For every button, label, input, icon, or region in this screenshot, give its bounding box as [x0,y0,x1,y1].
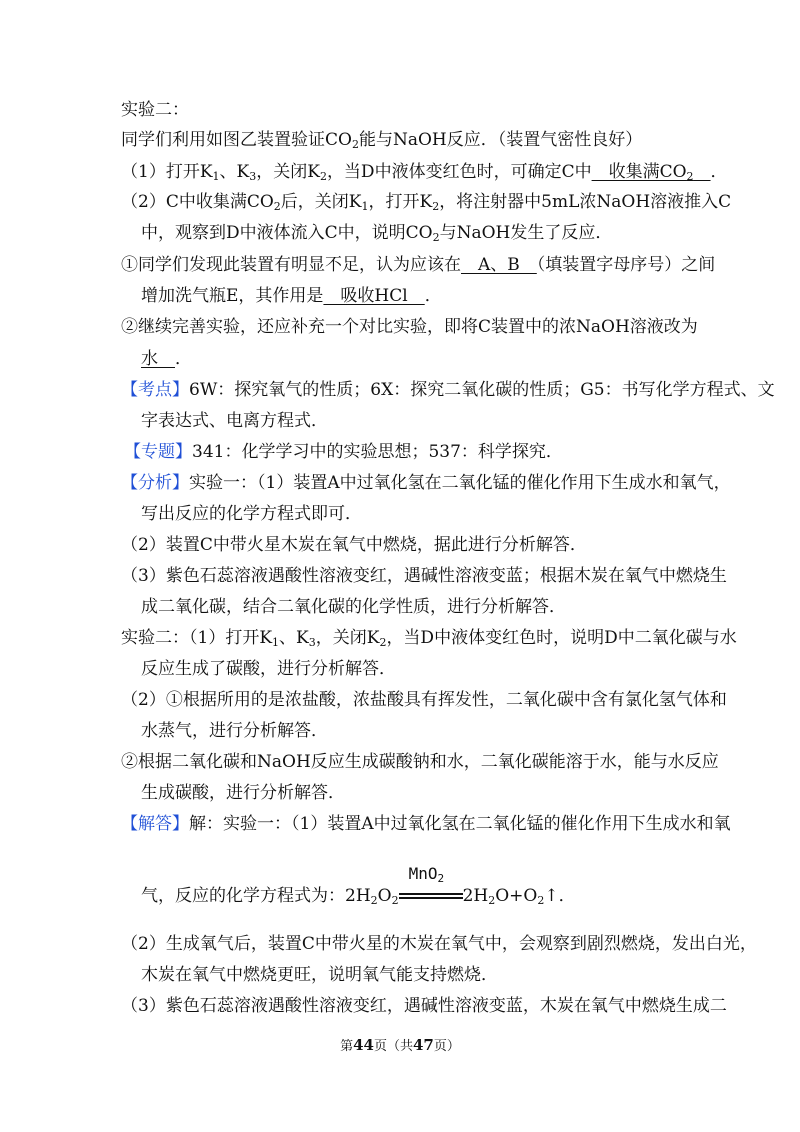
text-line: （2）①根据所用的是浓盐酸，浓盐酸具有挥发性，二氧化碳中含有氯化氢气体和 [121,690,727,710]
text-line: （2）装置C中带火星木炭在氧气中燃烧，据此进行分析解答． [121,535,587,555]
text-line: 木炭在氧气中燃烧更旺，说明氧气能支持燃烧． [141,965,498,985]
chemical-equation-line: 气，反应的化学方程式为：$2H_2O_2$ MnO$_2$ $2H_2O+O_2↑$． [141,864,576,907]
question-1: （1）打开$K_1$、$K_3$，关闭$K_2$，当D中液体变红色时，可确定C中 收集满$CO_2$ ． [121,162,728,183]
zhuanti-section: 【专题】341：化学学习中的实验思想；537：科学探究． [124,442,563,462]
fenxi-section: 【分析】实验一：（1）装置A中过氧化氢在二氧化锰的催化作用下生成水和氧气， [121,473,731,493]
answer-blank: 水 [141,349,175,369]
text-line: 同学们利用如图乙装置验证$CO_2$能与NaOH反应．（装置气密性良好） [121,130,643,151]
page-footer: 第44页（共47页） [340,1036,460,1054]
text-line: ②根据二氧化碳和NaOH反应生成碳酸钠和水，二氧化碳能溶于水，能与水反应 [121,752,719,772]
text-line: 中，观察到D中液体流入C中，说明$CO_2$与NaOH发生了反应． [141,223,613,244]
answer-blank: A、B [461,255,537,275]
page-total: 47 [413,1036,434,1054]
text-line: 字表达式、电离方程式． [141,411,328,431]
text-line: 成二氧化碳，结合二氧化碳的化学性质，进行分析解答． [141,597,566,617]
text-line: 写出反应的化学方程式即可． [141,504,362,524]
zhuanti-label: 【专题】 [124,442,192,462]
kaodian-label: 【考点】 [121,380,189,400]
answer-blank: 吸收HCl [323,286,425,306]
catalyst-label: MnO$_2$ [408,864,445,885]
jieda-section: 【解答】解：实验一：（1）装置A中过氧化氢在二氧化锰的催化作用下生成水和氧 [121,814,731,834]
reaction-arrow [399,864,463,906]
text-line: 反应生成了碳酸，进行分析解答． [141,659,396,679]
text-line: 实验二：（1）打开$K_1$、$K_3$，关闭$K_2$，当D中液体变红色时，说明D中二氧化碳与水 [121,628,737,649]
text-line: ②继续完善实验，还应补充一个对比实验，即将C装置中的浓NaOH溶液改为 [121,317,698,337]
page-number: 44 [353,1036,374,1054]
text-line: （2）生成氧气后，装置C中带火星的木炭在氧气中，会观察到剧烈燃烧，发出白光， [121,934,757,954]
text-line: 水 ． [141,349,192,369]
text-line: 生成碳酸，进行分析解答． [141,783,345,803]
fenxi-label: 【分析】 [121,473,189,493]
kaodian-section: 【考点】6W：探究氧气的性质；6X：探究二氧化碳的性质；G5：书写化学方程式、文 [121,380,775,400]
text-line: ①同学们发现此装置有明显不足，认为应该在 A、B （填装置字母序号）之间 [121,255,716,275]
jieda-label: 【解答】 [121,814,189,834]
text-line: 实验二： [121,100,189,120]
text-line: 增加洗气瓶E，其作用是 吸收HCl ． [141,286,442,306]
text-line: （3）紫色石蕊溶液遇酸性溶液变红，遇碱性溶液变蓝；根据木炭在氧气中燃烧生 [121,566,727,586]
answer-blank: 收集满$CO_2$ [591,162,694,183]
text-line: 水蒸气，进行分析解答． [141,721,328,741]
question-2: （2）C中收集满$CO_2$后，关闭$K_1$，打开$K_2$，将注射器中5mL浓NaOH溶液推入C [121,192,732,213]
text-line: （3）紫色石蕊溶液遇酸性溶液变红，遇碱性溶液变蓝，木炭在氧气中燃烧生成二 [121,996,727,1016]
